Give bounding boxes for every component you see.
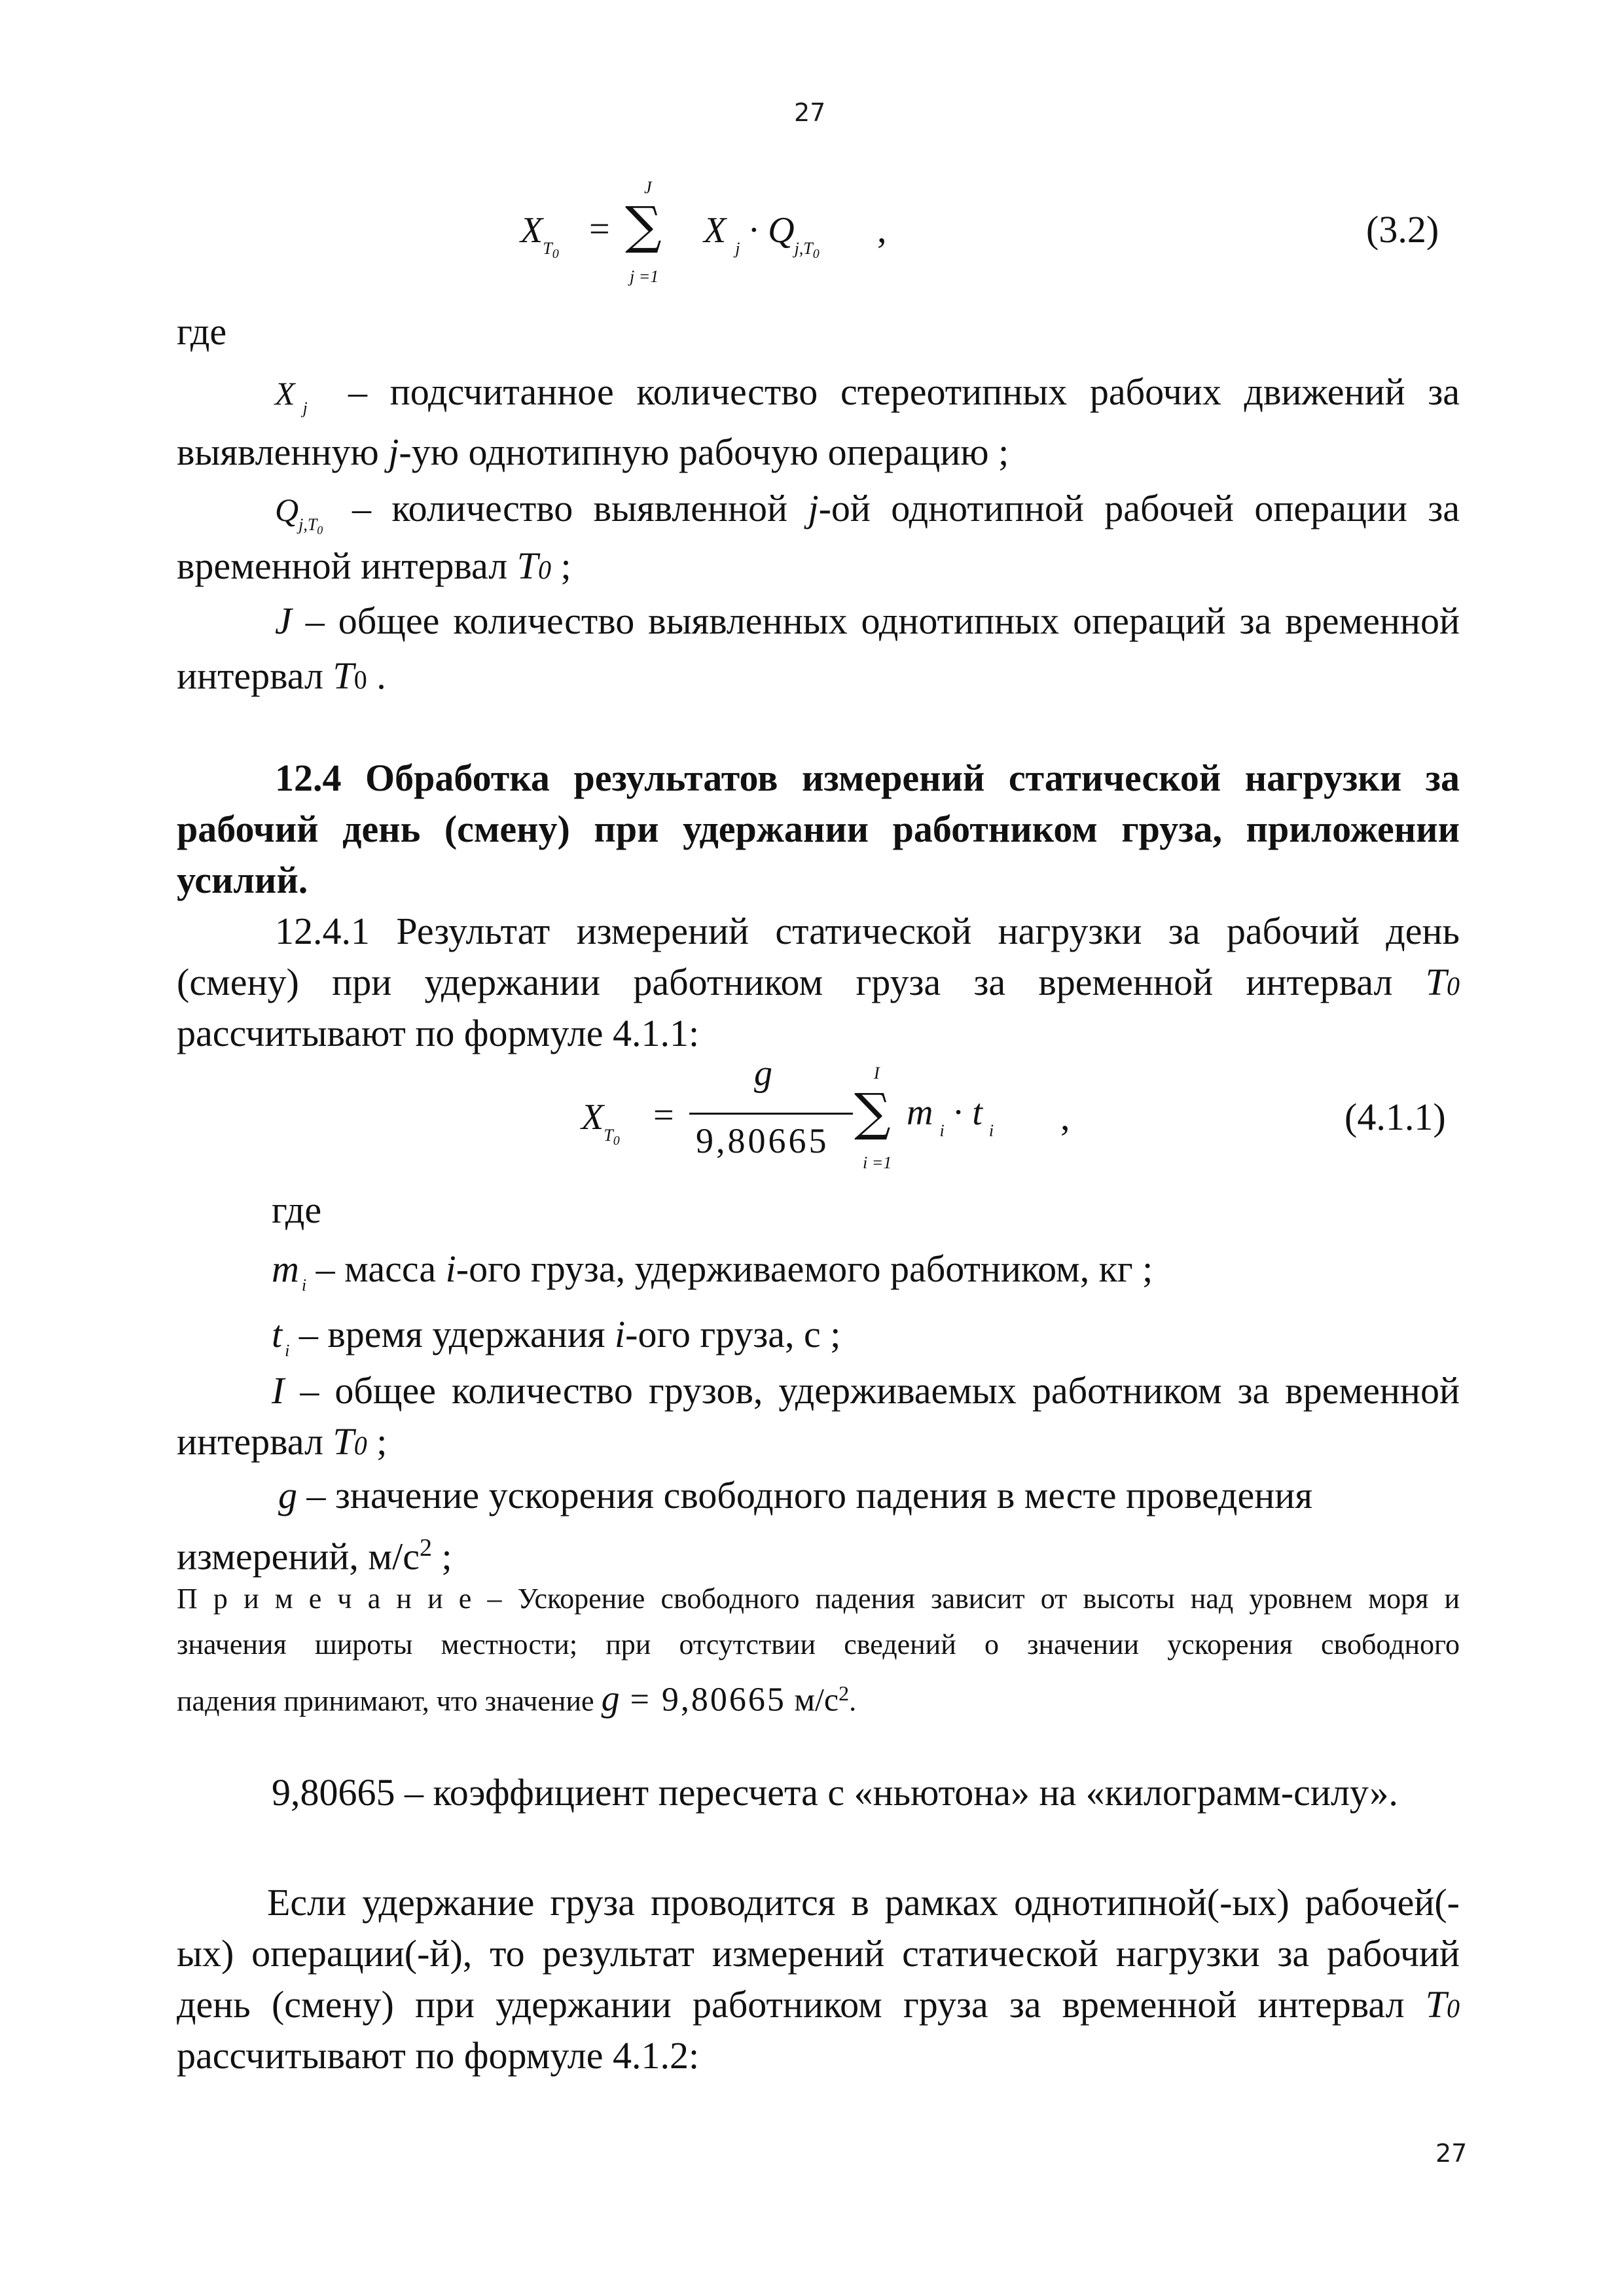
- para-12-4-1-line3: рассчитывают по формуле 4.1.1:: [177, 1012, 700, 1054]
- def-I-line2: интервал T0 ;: [177, 1420, 388, 1463]
- para-12-4-1-line2: (смену) при удержании работником груза за временной интервал T0: [177, 961, 1460, 1003]
- final-para-line4: рассчитывают по формуле 4.1.2:: [177, 2034, 700, 2077]
- page-number-bottom: 27: [1435, 2139, 1468, 2168]
- final-para-line2: ых) операции(-й), то результат измерений статической нагрузки за рабочий: [177, 1932, 1460, 1975]
- def-g-line2: измерений, $м/с^2$ ;: [177, 1534, 452, 1578]
- coefficient-line: 9,80665 – коэффициент пересчета с «ньютона» на «килограмм-силу».: [272, 1771, 1398, 1814]
- formula-4-1-1-numerator: g: [754, 1053, 772, 1094]
- formula-4-1-1-number: (4.1.1): [1344, 1096, 1446, 1138]
- def-I-line1: I – общее количество грузов, удерживаемых работником за временной: [272, 1369, 1460, 1412]
- def-q-line2: временной интервал T0 ;: [177, 545, 571, 587]
- where-label-1: где: [177, 310, 227, 353]
- final-para-line3: день (смену) при удержании работником груза за временной интервал T0: [177, 1983, 1460, 2026]
- formula-3-2-lhs: $X_{T0}$: [520, 210, 559, 261]
- final-para-line1: Если удержание груза проводится в рамках однотипной(-ых) рабочей(-: [267, 1881, 1460, 1924]
- def-q-symbol: $Q_{j,T0}$: [275, 492, 323, 537]
- def-J-line2: интервал T0 .: [177, 655, 386, 697]
- def-J-symbol: J: [275, 600, 292, 642]
- def-t-symbol: t $_i$: [272, 1313, 290, 1360]
- formula-4-1-1-sum-bottom: i =1: [863, 1153, 892, 1172]
- def-q-line1: $Q_{j,T0}-$ количество выявленной j-ой однотипной рабочей операции за: [177, 483, 1460, 543]
- def-g-symbol: g: [278, 1474, 297, 1516]
- formula-3-2-sigma: ∑: [625, 196, 662, 255]
- section-heading-line1: 12.4 Обработка результатов измерений статической нагрузки за: [275, 757, 1460, 799]
- section-heading-line3: усилий.: [177, 859, 308, 901]
- formula-4-1-1-term: m $_i$ · t $_i$: [907, 1092, 994, 1140]
- def-g-line1: g – значение ускорения свободного падения в месте проведения: [278, 1474, 1313, 1516]
- para-12-4-1-line1: 12.4.1 Результат измерений статической нагрузки за рабочий день: [275, 910, 1460, 952]
- def-J-line1: J – общее количество выявленных однотипных операций за временной: [275, 600, 1460, 642]
- def-t: t $_i$ – время удержания i-ого груза, с ;: [272, 1313, 841, 1360]
- formula-3-2-comma: ,: [877, 208, 887, 251]
- def-xj-line1: X $_j$ – подсчитанное количество стереотипных рабочих движений за: [177, 367, 1460, 425]
- formula-3-2-term: X $_j \cdot Q_{j,T0}$: [704, 210, 820, 261]
- formula-4-1-1-sum-top: I: [874, 1064, 880, 1083]
- formula-4-1-1-denominator: 9,80665: [696, 1121, 829, 1160]
- formula-4-1-1-equals: =: [653, 1095, 674, 1136]
- formula-4-1-1-comma: ,: [1060, 1096, 1070, 1138]
- def-m: m $_i$ – масса i-ого груза, удерживаемого работником, кг ;: [272, 1247, 1153, 1295]
- formula-4-1-1-lhs: $X_{T0}$: [581, 1097, 620, 1148]
- formula-3-2-equals: =: [589, 209, 610, 249]
- section-heading-line2: рабочий день (смену) при удержании работником груза, приложении: [177, 808, 1460, 850]
- formula-3-2-sum-top: J: [644, 178, 652, 197]
- formula-3-2-number: (3.2): [1366, 208, 1439, 251]
- note-line2: значения широты местности; при отсутствии сведений о значении ускорения свободного: [177, 1628, 1460, 1660]
- def-m-symbol: m $_i$: [272, 1247, 307, 1295]
- def-xj-symbol: X $_j$: [275, 375, 308, 418]
- formula-4-1-1-sigma: ∑: [854, 1083, 891, 1142]
- note-label: П р и м е ч а н и е: [177, 1583, 472, 1615]
- formula-3-2-sum-bottom: j =1: [630, 267, 659, 286]
- def-I-symbol: I: [272, 1369, 285, 1412]
- def-xj-line2: выявленную j-ую однотипную рабочую операцию ;: [177, 431, 1009, 473]
- formula-4-1-1-fraction-bar: [689, 1113, 853, 1115]
- note-line3: падения принимают, что значение g = 9,80665 $м/с^2$.: [177, 1678, 857, 1719]
- where-label-2: где: [272, 1189, 322, 1231]
- note-line1: П р и м е ч а н и е – Ускорение свободного падения зависит от высоты над уровнем моря и: [177, 1583, 1460, 1615]
- page-number-top: 27: [794, 98, 826, 127]
